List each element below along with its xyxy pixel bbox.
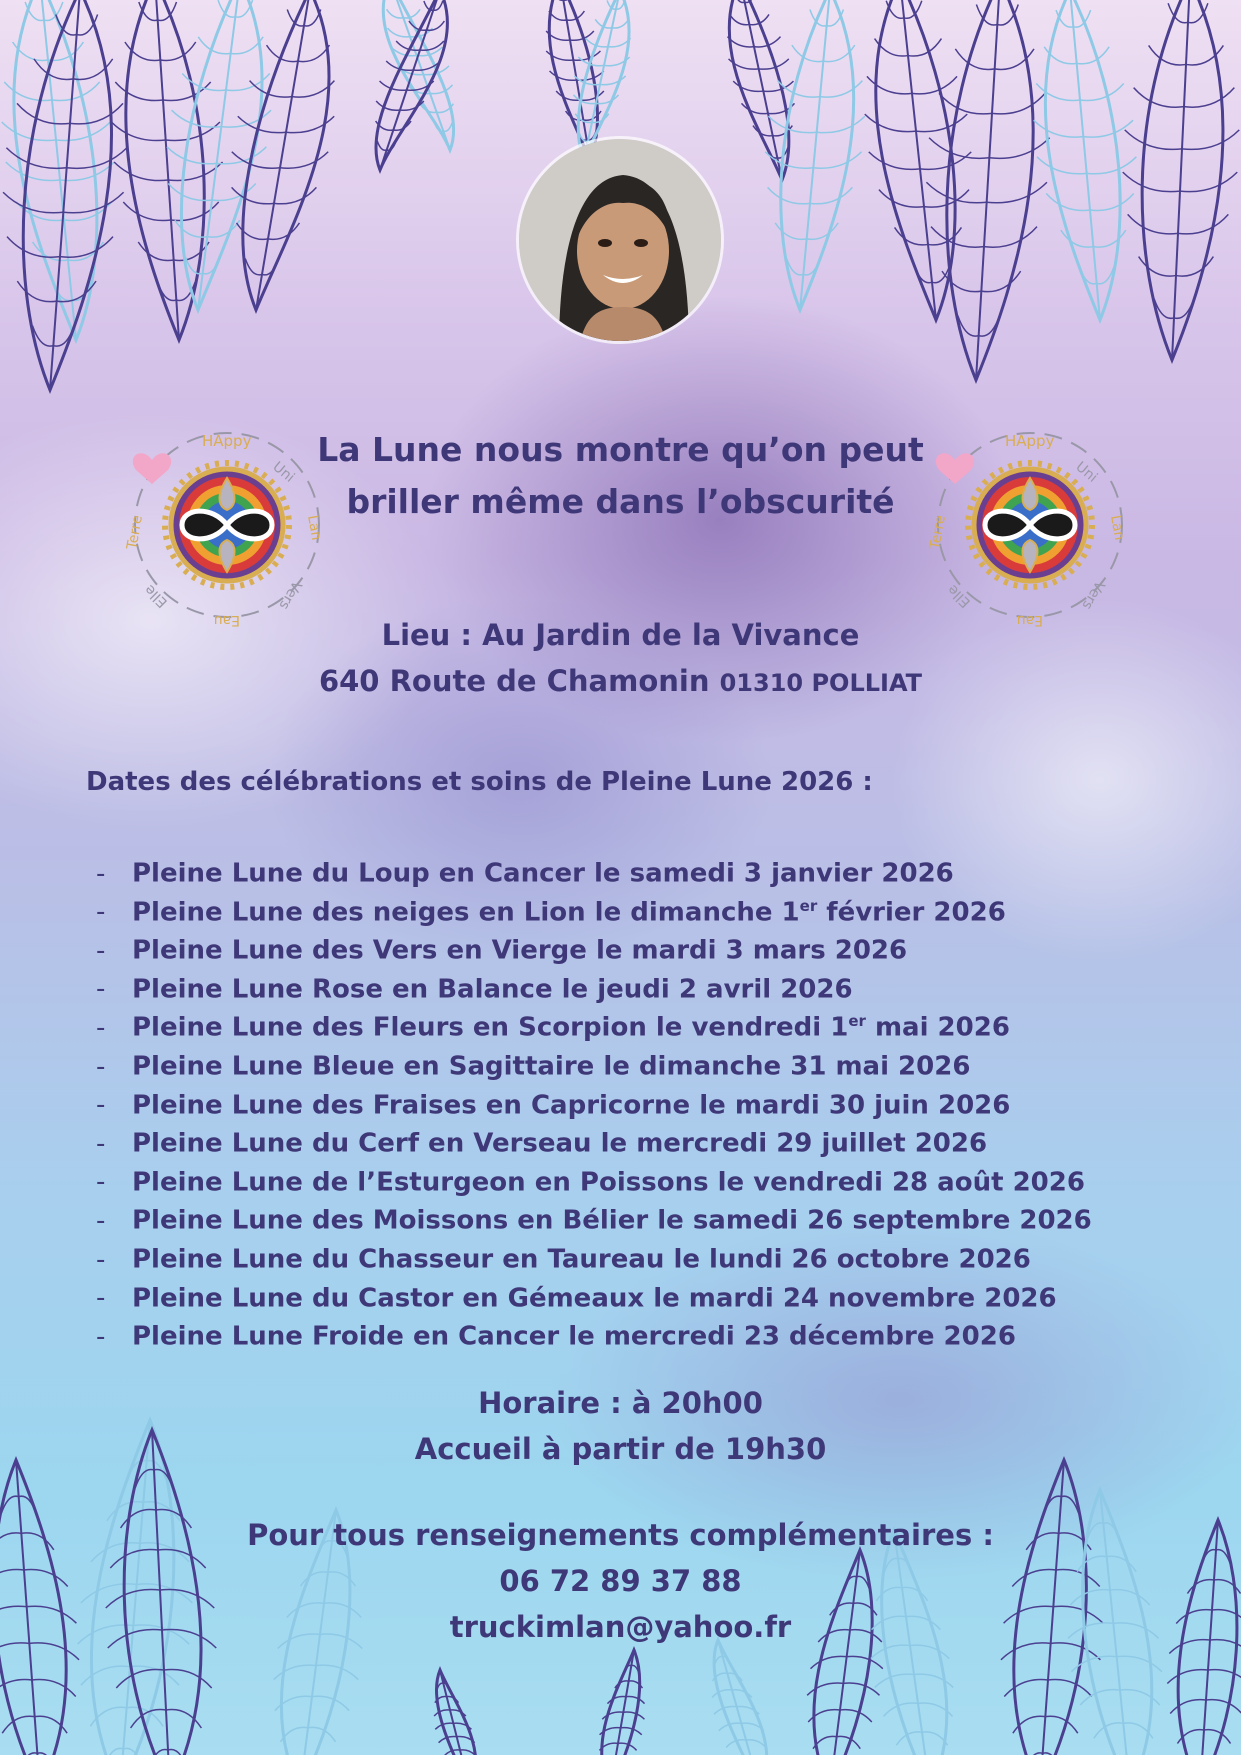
svg-text:Uni: Uni xyxy=(1072,458,1101,486)
svg-text:Terre: Terre xyxy=(927,514,949,551)
contact-block xyxy=(0,1512,1241,1650)
contact-phone: 06 72 89 37 88 xyxy=(499,1564,742,1598)
location-postcode: 01310 POLLIAT xyxy=(719,669,923,697)
leaf-shape xyxy=(1034,0,1137,320)
leaf-shape xyxy=(232,0,335,310)
leaf-shape xyxy=(1123,0,1240,360)
title-line-2: briller même dans l’obscurité xyxy=(346,482,895,521)
list-item: - Pleine Lune du Castor en Gémeaux le mardi 24 novembre 2026 xyxy=(96,1283,1057,1314)
location-line-1: Lieu : Au Jardin de la Vivance xyxy=(381,618,860,652)
dates-heading: Dates des célébrations et soins de Pleine Lune 2026 : xyxy=(86,767,873,797)
schedule-block xyxy=(0,1380,1241,1472)
svg-text:Eau: Eau xyxy=(213,612,240,628)
location-line-2 xyxy=(0,658,1241,706)
svg-text:Vers: Vers xyxy=(275,578,305,613)
leaf-shape xyxy=(434,1670,476,1755)
list-item: - Pleine Lune du Loup en Cancer le samedi 3 janvier 2026 xyxy=(96,858,954,889)
list-item: - Pleine Lune des neiges en Lion le dimanche 1er février 2026 xyxy=(96,896,1006,928)
list-item: - Pleine Lune des Moissons en Bélier le samedi 26 septembre 2026 xyxy=(96,1206,1092,1236)
list-item: - Pleine Lune Rose en Balance le jeudi 2 avril 2026 xyxy=(96,974,853,1005)
svg-text:Elle: Elle xyxy=(141,581,171,611)
location-block xyxy=(0,612,1241,706)
portrait-photo xyxy=(516,136,724,344)
leaf-shape xyxy=(765,0,865,310)
svg-text:Lan: Lan xyxy=(304,513,325,542)
list-item: - Pleine Lune des Fleurs en Scorpion le vendredi 1er mai 2026 xyxy=(96,1012,1010,1044)
leaf-shape xyxy=(712,1640,767,1755)
list-item: - Pleine Lune du Chasseur en Taureau le lundi 26 octobre 2026 xyxy=(96,1244,1031,1275)
list-item: - Pleine Lune Bleue en Sagittaire le dimanche 31 mai 2026 xyxy=(96,1051,971,1082)
svg-text:Lan: Lan xyxy=(1107,513,1128,542)
leaf-shape xyxy=(865,0,971,320)
list-item: - Pleine Lune du Cerf en Verseau le mercredi 29 juillet 2026 xyxy=(96,1128,988,1159)
list-item: - Pleine Lune des Vers en Vierge le mardi 3 mars 2026 xyxy=(96,935,908,966)
leaf-shape xyxy=(599,1650,644,1755)
list-item: - Pleine Lune de l’Esturgeon en Poissons le vendredi 28 août 2026 xyxy=(96,1167,1085,1198)
main-title xyxy=(0,424,1241,528)
svg-text:Elle: Elle xyxy=(944,581,974,611)
list-item: - Pleine Lune des Fraises en Capricorne le mardi 30 juin 2026 xyxy=(96,1090,1011,1121)
svg-text:Vers: Vers xyxy=(1078,578,1108,613)
title-line-1: La Lune nous montre qu’on peut xyxy=(317,430,924,469)
leaf-shape xyxy=(926,0,1049,380)
contact-heading: Pour tous renseignements complémentaires : xyxy=(247,1518,994,1552)
svg-text:HAppy: HAppy xyxy=(1005,432,1055,450)
svg-text:Terre: Terre xyxy=(124,514,146,551)
schedule-time: Horaire : à 20h00 xyxy=(478,1386,763,1420)
logo-word-happy: HAppy xyxy=(202,432,252,450)
full-moon-list xyxy=(96,848,1092,1350)
list-item: - Pleine Lune Froide en Cancer le mercredi 23 décembre 2026 xyxy=(96,1321,1016,1352)
svg-text:Uni: Uni xyxy=(269,458,298,486)
schedule-welcome: Accueil à partir de 19h30 xyxy=(414,1432,827,1466)
location-street: 640 Route de Chamonin xyxy=(318,664,710,698)
svg-text:Eau: Eau xyxy=(1016,612,1043,628)
contact-email: truckimlan@yahoo.fr xyxy=(449,1610,792,1644)
